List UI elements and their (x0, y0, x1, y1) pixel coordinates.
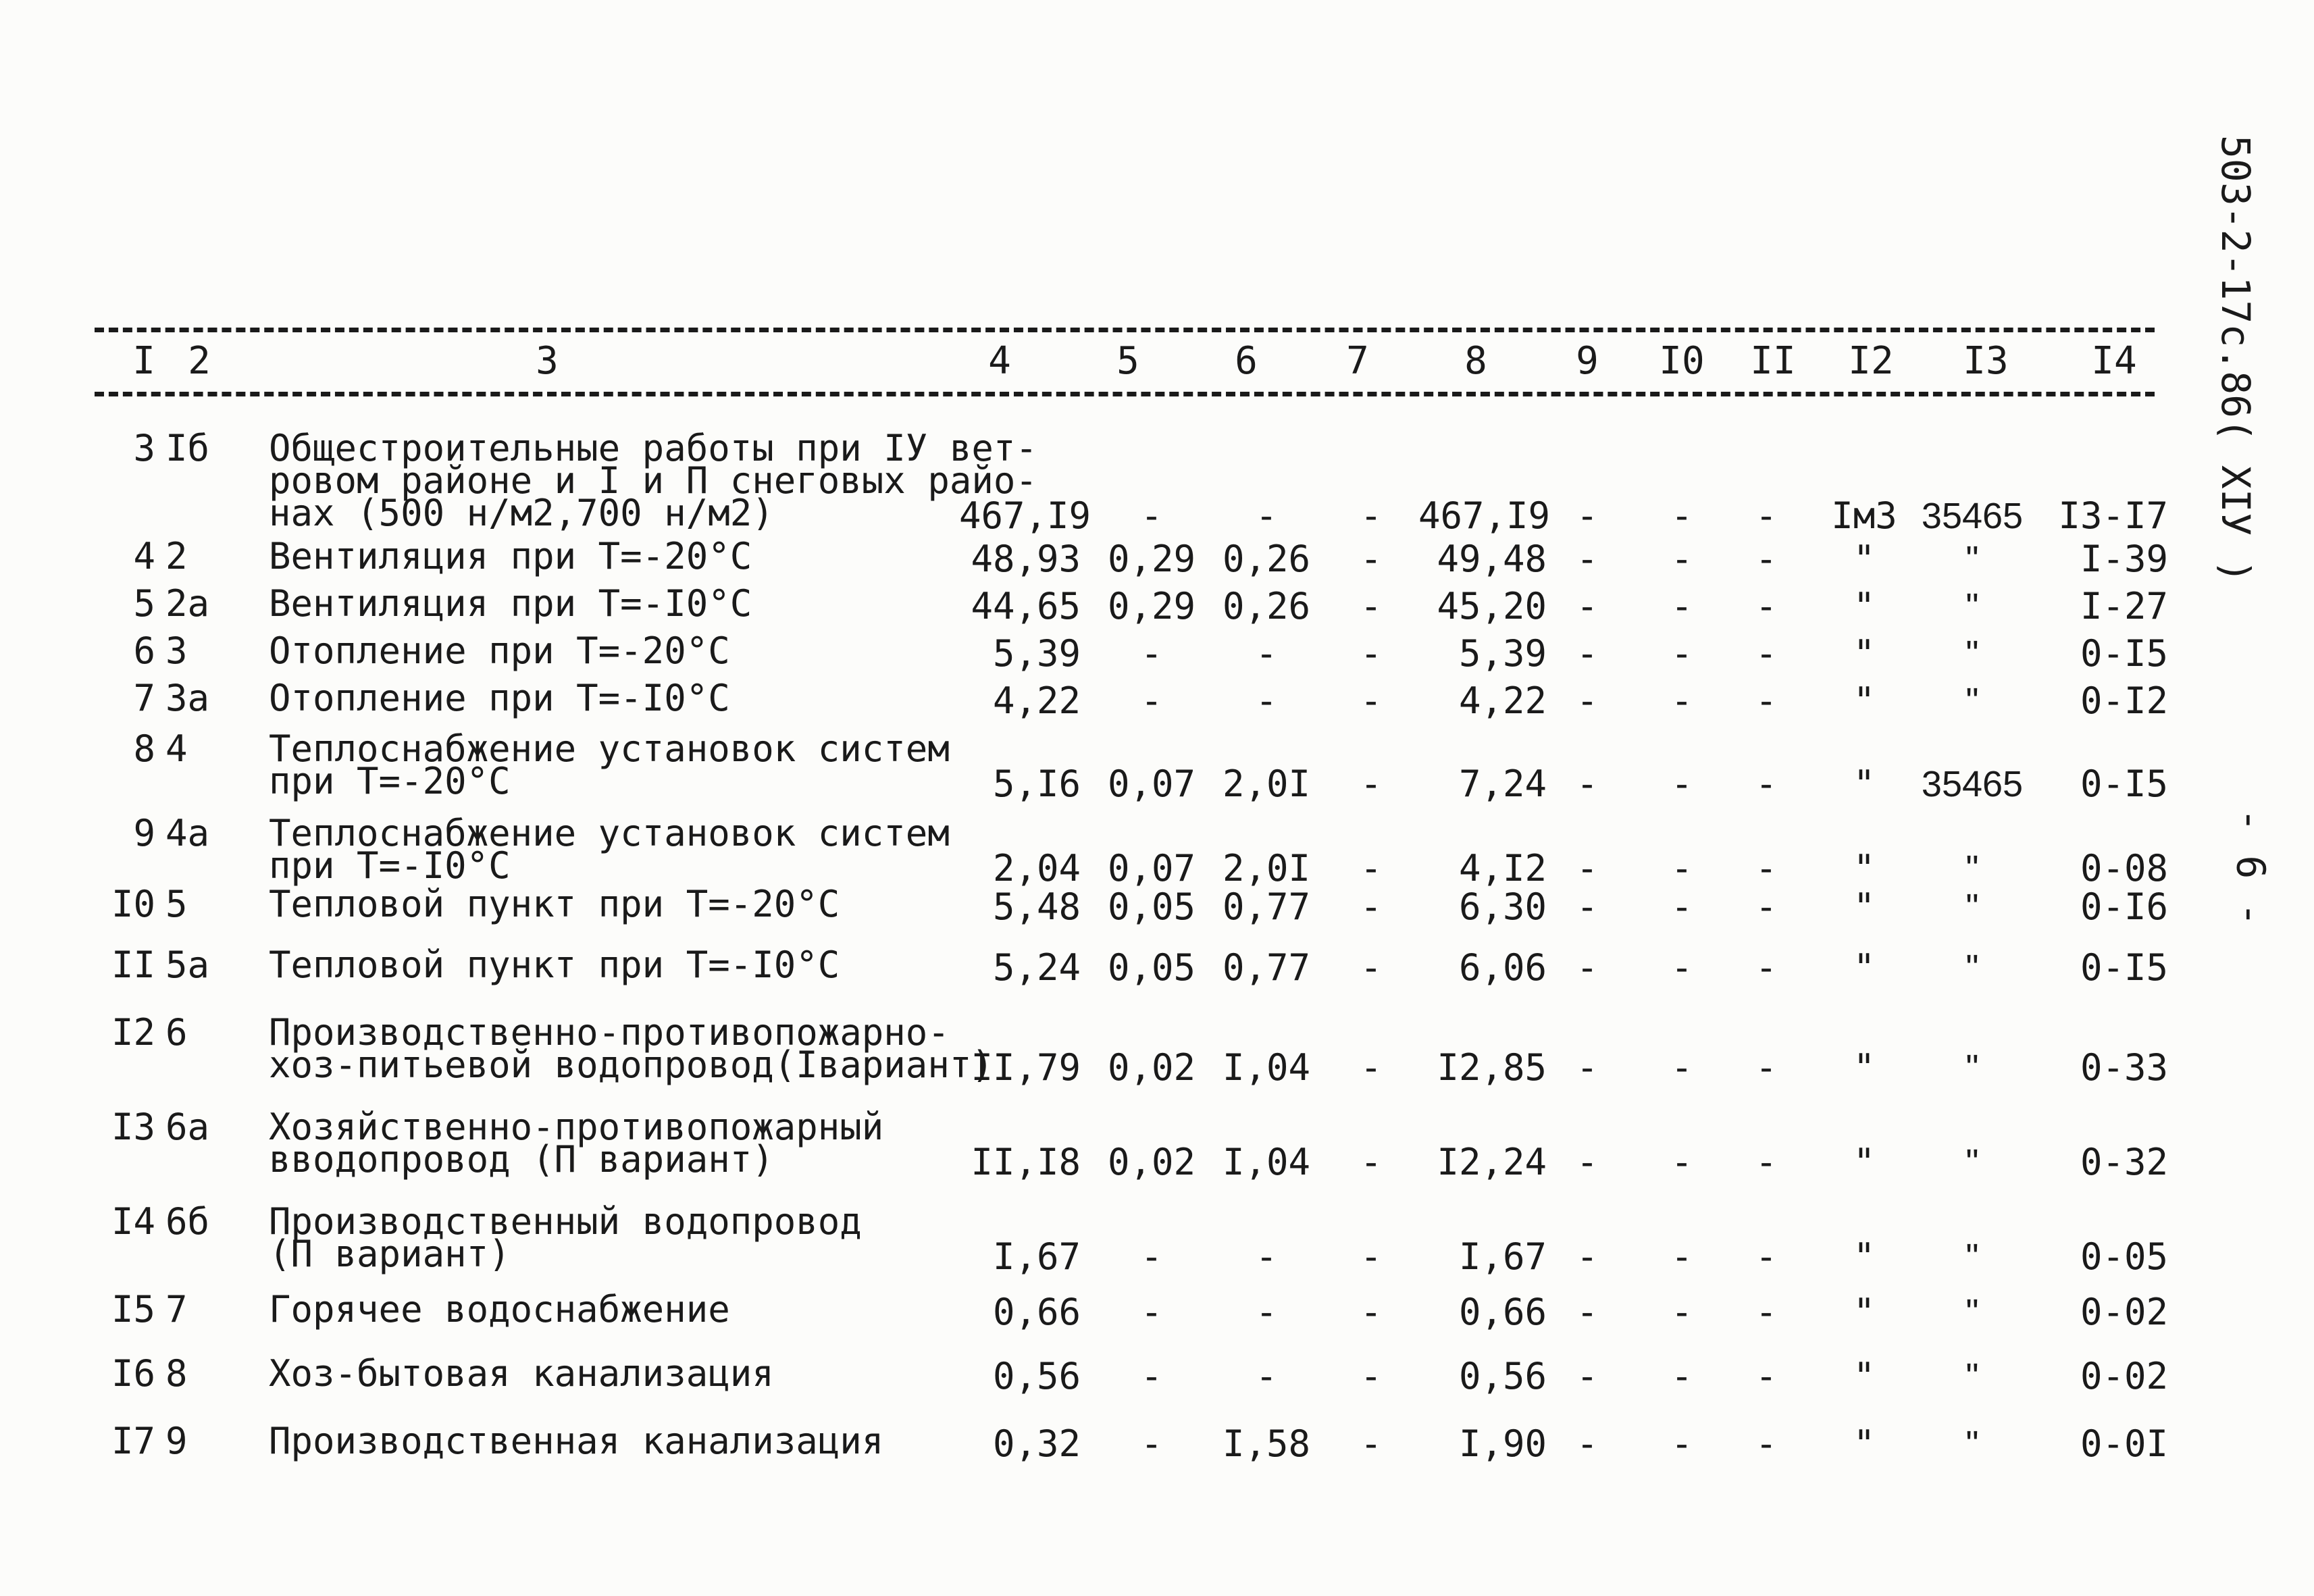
cell-c4: 467,I9 (959, 494, 1091, 537)
cell-c11: - (1755, 585, 1778, 627)
cell-c7: - (1360, 885, 1383, 928)
cell-c3: Теплоснабжение установок систем при Т=-I0°С (269, 812, 950, 887)
cell-c6: 0,26 (1222, 585, 1311, 627)
cell-c12: " (1853, 1355, 1876, 1397)
cell-c6: - (1255, 632, 1278, 675)
cell-c10: - (1670, 494, 1693, 537)
cell-c10: - (1670, 585, 1693, 627)
cell-c5: 0,07 (1107, 847, 1196, 890)
cell-c11: - (1755, 632, 1778, 675)
cell-c2: 9 (165, 1420, 188, 1462)
cell-c4: II,I8 (971, 1141, 1081, 1183)
cell-c12: Iм3 (1831, 494, 1897, 537)
cell-c10: - (1670, 847, 1693, 890)
header-col-8: 8 (1464, 339, 1487, 383)
cell-c9: - (1576, 538, 1599, 580)
cell-c11: - (1755, 1355, 1778, 1397)
cell-c3: Тепловой пункт при Т=-I0°С (269, 944, 840, 986)
cell-c11: - (1755, 1291, 1778, 1333)
header-top-rule (95, 328, 2155, 332)
cell-c3: Теплоснабжение установок систем при Т=-20°С (269, 727, 950, 802)
cell-c8: 0,56 (1458, 1355, 1547, 1397)
cell-c1: 9 (133, 812, 155, 854)
cell-c13: " (1965, 1142, 1979, 1183)
cell-c12: " (1853, 1235, 1876, 1278)
cell-c11: - (1755, 1046, 1778, 1089)
cell-c2: 5а (165, 944, 210, 986)
cell-c10: - (1670, 1291, 1693, 1333)
cell-c1: I6 (111, 1352, 155, 1395)
cell-c1: 3 (133, 427, 155, 469)
cell-c3: Вентиляция при Т=-20°С (269, 535, 752, 577)
cell-c1: I7 (111, 1420, 155, 1462)
cell-c1: I4 (111, 1200, 155, 1243)
cell-c14: 0-08 (2080, 847, 2168, 890)
cell-c12: " (1853, 946, 1876, 989)
cell-c8: 45,20 (1437, 585, 1547, 627)
cell-c8: 0,66 (1458, 1291, 1547, 1333)
cell-c2: 6а (165, 1106, 210, 1148)
header-col-11: II (1750, 339, 1796, 383)
cell-c9: - (1576, 494, 1599, 537)
cell-c12: " (1853, 679, 1876, 722)
cell-c13: " (1965, 539, 1979, 580)
cell-c5: - (1140, 1291, 1163, 1333)
header-col-6: 6 (1235, 339, 1258, 383)
cell-c2: 2 (165, 535, 188, 577)
cell-c11: - (1755, 679, 1778, 722)
cell-c12: " (1853, 1291, 1876, 1333)
header-col-9: 9 (1576, 339, 1599, 383)
cell-c4: 0,32 (992, 1422, 1081, 1465)
cell-c3: Отопление при Т=-I0°С (269, 677, 730, 719)
cell-c2: 8 (165, 1352, 188, 1395)
cell-c12: " (1853, 585, 1876, 627)
cell-c3: Хоз-бытовая канализация (269, 1352, 774, 1395)
cell-c13: " (1965, 1424, 1979, 1464)
cell-c2: 6б (165, 1200, 210, 1243)
cell-c7: - (1360, 1355, 1383, 1397)
cell-c13: " (1965, 681, 1979, 721)
page-number: - 6 - (2228, 808, 2274, 927)
cell-c2: 4 (165, 727, 188, 770)
cell-c12: " (1853, 632, 1876, 675)
cell-c7: - (1360, 1046, 1383, 1089)
cell-c14: 0-I5 (2080, 632, 2168, 675)
cell-c11: - (1755, 946, 1778, 989)
cell-c2: 5 (165, 883, 188, 925)
cell-c9: - (1576, 585, 1599, 627)
cell-c3: Отопление при Т=-20°С (269, 629, 730, 672)
cell-c5: 0,29 (1107, 538, 1196, 580)
cell-c6: - (1255, 1291, 1278, 1333)
cell-c9: - (1576, 632, 1599, 675)
cell-c4: 44,65 (971, 585, 1081, 627)
cell-c7: - (1360, 1422, 1383, 1465)
cell-c9: - (1576, 885, 1599, 928)
cell-c2: 4а (165, 812, 210, 854)
cell-c14: I-27 (2080, 585, 2168, 627)
cell-c14: 0-02 (2080, 1291, 2168, 1333)
cell-c7: - (1360, 679, 1383, 722)
cell-c9: - (1576, 1141, 1599, 1183)
cell-c6: - (1255, 1235, 1278, 1278)
cell-c14: 0-I6 (2080, 885, 2168, 928)
cell-c7: - (1360, 632, 1383, 675)
cell-c1: 6 (133, 629, 155, 672)
cell-c5: 0,02 (1107, 1141, 1196, 1183)
cell-c10: - (1670, 1046, 1693, 1089)
cell-c8: 467,I9 (1418, 494, 1551, 537)
cell-c5: 0,02 (1107, 1046, 1196, 1089)
cell-c6: - (1255, 494, 1278, 537)
cell-c9: - (1576, 847, 1599, 890)
cell-c5: - (1140, 1422, 1163, 1465)
cell-c4: 48,93 (971, 538, 1081, 580)
cell-c2: 3 (165, 629, 188, 672)
cell-c5: 0,05 (1107, 885, 1196, 928)
cell-c14: I-39 (2080, 538, 2168, 580)
cell-c4: 5,39 (992, 632, 1081, 675)
cell-c14: 0-I5 (2080, 763, 2168, 805)
cell-c6: I,04 (1222, 1046, 1311, 1089)
cell-c2: 6 (165, 1011, 188, 1054)
cell-c13: " (1965, 948, 1979, 988)
cell-c8: 4,22 (1458, 679, 1547, 722)
cell-c14: 0-0I (2080, 1422, 2168, 1465)
cell-c1: II (111, 944, 155, 986)
header-col-4: 4 (988, 339, 1011, 383)
cell-c10: - (1670, 946, 1693, 989)
cell-c3: Тепловой пункт при Т=-20°С (269, 883, 840, 925)
cell-c5: - (1140, 1355, 1163, 1397)
cell-c2: 2а (165, 582, 210, 625)
header-col-14: I4 (2091, 339, 2137, 383)
cell-c9: - (1576, 1291, 1599, 1333)
cell-c6: 2,0I (1222, 763, 1311, 805)
cell-c13: 35465 (1921, 496, 2024, 536)
cell-c11: - (1755, 1422, 1778, 1465)
cell-c9: - (1576, 1046, 1599, 1089)
header-bottom-rule (95, 392, 2155, 396)
cell-c3: Хозяйственно-противопожарный вводопровод (П вариант) (269, 1106, 884, 1181)
cell-c3: Производственный водопровод (П вариант) (269, 1200, 862, 1275)
cell-c9: - (1576, 679, 1599, 722)
cell-c13: 35465 (1921, 764, 2024, 804)
cell-c8: 49,48 (1437, 538, 1547, 580)
cell-c11: - (1755, 847, 1778, 890)
document-code: 503-2-17с.86( XIУ ) (2213, 135, 2259, 584)
cell-c13: " (1965, 634, 1979, 674)
cell-c1: I0 (111, 883, 155, 925)
cell-c9: - (1576, 1355, 1599, 1397)
cell-c10: - (1670, 1235, 1693, 1278)
cell-c5: - (1140, 1235, 1163, 1278)
cell-c14: 0-02 (2080, 1355, 2168, 1397)
cell-c11: - (1755, 538, 1778, 580)
cell-c7: - (1360, 946, 1383, 989)
cell-c8: I2,85 (1437, 1046, 1547, 1089)
cell-c14: 0-32 (2080, 1141, 2168, 1183)
cell-c6: - (1255, 1355, 1278, 1397)
cell-c13: " (1965, 1048, 1979, 1088)
header-col-13: I3 (1963, 339, 2009, 383)
cell-c1: I2 (111, 1011, 155, 1054)
cell-c6: 2,0I (1222, 847, 1311, 890)
cell-c2: 3а (165, 677, 210, 719)
cell-c3: Производственно-противопожарно- хоз-питьевой водопровод(Iвариант) (269, 1011, 994, 1086)
cell-c14: I3-I7 (2058, 494, 2168, 537)
cell-c5: - (1140, 494, 1163, 537)
cell-c7: - (1360, 763, 1383, 805)
cell-c8: I2,24 (1437, 1141, 1547, 1183)
cell-c9: - (1576, 1235, 1599, 1278)
cell-c4: 5,48 (992, 885, 1081, 928)
header-col-5: 5 (1116, 339, 1139, 383)
cell-c10: - (1670, 632, 1693, 675)
cell-c1: 7 (133, 677, 155, 719)
cell-c8: I,67 (1458, 1235, 1547, 1278)
cell-c7: - (1360, 1141, 1383, 1183)
cell-c10: - (1670, 885, 1693, 928)
cell-c12: " (1853, 1046, 1876, 1089)
cell-c3: Горячее водоснабжение (269, 1288, 730, 1331)
cell-c12: " (1853, 1141, 1876, 1183)
cell-c12: " (1853, 538, 1876, 580)
header-col-1: I (132, 339, 155, 383)
cell-c10: - (1670, 763, 1693, 805)
cell-c14: 0-33 (2080, 1046, 2168, 1089)
cell-c8: 4,I2 (1458, 847, 1547, 890)
cell-c13: " (1965, 848, 1979, 889)
cell-c11: - (1755, 1235, 1778, 1278)
cell-c7: - (1360, 585, 1383, 627)
cell-c7: - (1360, 1291, 1383, 1333)
cell-c13: " (1965, 887, 1979, 927)
cell-c6: - (1255, 679, 1278, 722)
cell-c10: - (1670, 1141, 1693, 1183)
cell-c1: I3 (111, 1106, 155, 1148)
cell-c10: - (1670, 538, 1693, 580)
cell-c6: 0,26 (1222, 538, 1311, 580)
cell-c1: I5 (111, 1288, 155, 1331)
cell-c8: I,90 (1458, 1422, 1547, 1465)
cell-c8: 5,39 (1458, 632, 1547, 675)
cell-c14: 0-I2 (2080, 679, 2168, 722)
cell-c8: 7,24 (1458, 763, 1547, 805)
cell-c13: " (1965, 586, 1979, 627)
cell-c6: 0,77 (1222, 946, 1311, 989)
cell-c11: - (1755, 885, 1778, 928)
cell-c7: - (1360, 1235, 1383, 1278)
header-col-7: 7 (1346, 339, 1369, 383)
cell-c12: " (1853, 1422, 1876, 1465)
cell-c10: - (1670, 679, 1693, 722)
cell-c4: 5,24 (992, 946, 1081, 989)
header-col-2: 2 (188, 339, 211, 383)
cell-c7: - (1360, 538, 1383, 580)
cell-c8: 6,30 (1458, 885, 1547, 928)
cell-c5: 0,29 (1107, 585, 1196, 627)
cell-c4: 5,I6 (992, 763, 1081, 805)
cell-c5: - (1140, 679, 1163, 722)
header-col-12: I2 (1848, 339, 1894, 383)
cell-c4: 4,22 (992, 679, 1081, 722)
cell-c6: I,04 (1222, 1141, 1311, 1183)
cell-c3: Вентиляция при Т=-I0°С (269, 582, 752, 625)
cell-c4: I,67 (992, 1235, 1081, 1278)
cell-c4: 0,56 (992, 1355, 1081, 1397)
cell-c10: - (1670, 1422, 1693, 1465)
cell-c12: " (1853, 847, 1876, 890)
header-col-10: I0 (1659, 339, 1705, 383)
cell-c4: 0,66 (992, 1291, 1081, 1333)
cell-c1: 5 (133, 582, 155, 625)
cell-c6: 0,77 (1222, 885, 1311, 928)
cell-c9: - (1576, 946, 1599, 989)
cell-c9: - (1576, 763, 1599, 805)
cell-c1: 8 (133, 727, 155, 770)
cell-c11: - (1755, 494, 1778, 537)
cell-c12: " (1853, 885, 1876, 928)
cell-c3: Производственная канализация (269, 1420, 884, 1462)
cell-c13: " (1965, 1237, 1979, 1277)
cell-c13: " (1965, 1292, 1979, 1333)
cell-c5: 0,07 (1107, 763, 1196, 805)
cell-c5: 0,05 (1107, 946, 1196, 989)
cell-c7: - (1360, 494, 1383, 537)
cell-c2: Iб (165, 427, 210, 469)
cell-c6: I,58 (1222, 1422, 1311, 1465)
cell-c5: - (1140, 632, 1163, 675)
cell-c12: " (1853, 763, 1876, 805)
cell-c7: - (1360, 847, 1383, 890)
cell-c11: - (1755, 1141, 1778, 1183)
cell-c8: 6,06 (1458, 946, 1547, 989)
cell-c11: - (1755, 763, 1778, 805)
cell-c9: - (1576, 1422, 1599, 1465)
cell-c13: " (1965, 1356, 1979, 1397)
cell-c1: 4 (133, 535, 155, 577)
header-col-3: 3 (536, 339, 559, 383)
cell-c14: 0-I5 (2080, 946, 2168, 989)
cell-c3: Общестроительные работы при IУ вет- ровом районе и I и П снеговых райо- нах (500 н/м2,700 н/м2) (269, 427, 1037, 534)
cell-c2: 7 (165, 1288, 188, 1331)
cell-c4: II,79 (971, 1046, 1081, 1089)
cell-c4: 2,04 (992, 847, 1081, 890)
cell-c10: - (1670, 1355, 1693, 1397)
cell-c14: 0-05 (2080, 1235, 2168, 1278)
